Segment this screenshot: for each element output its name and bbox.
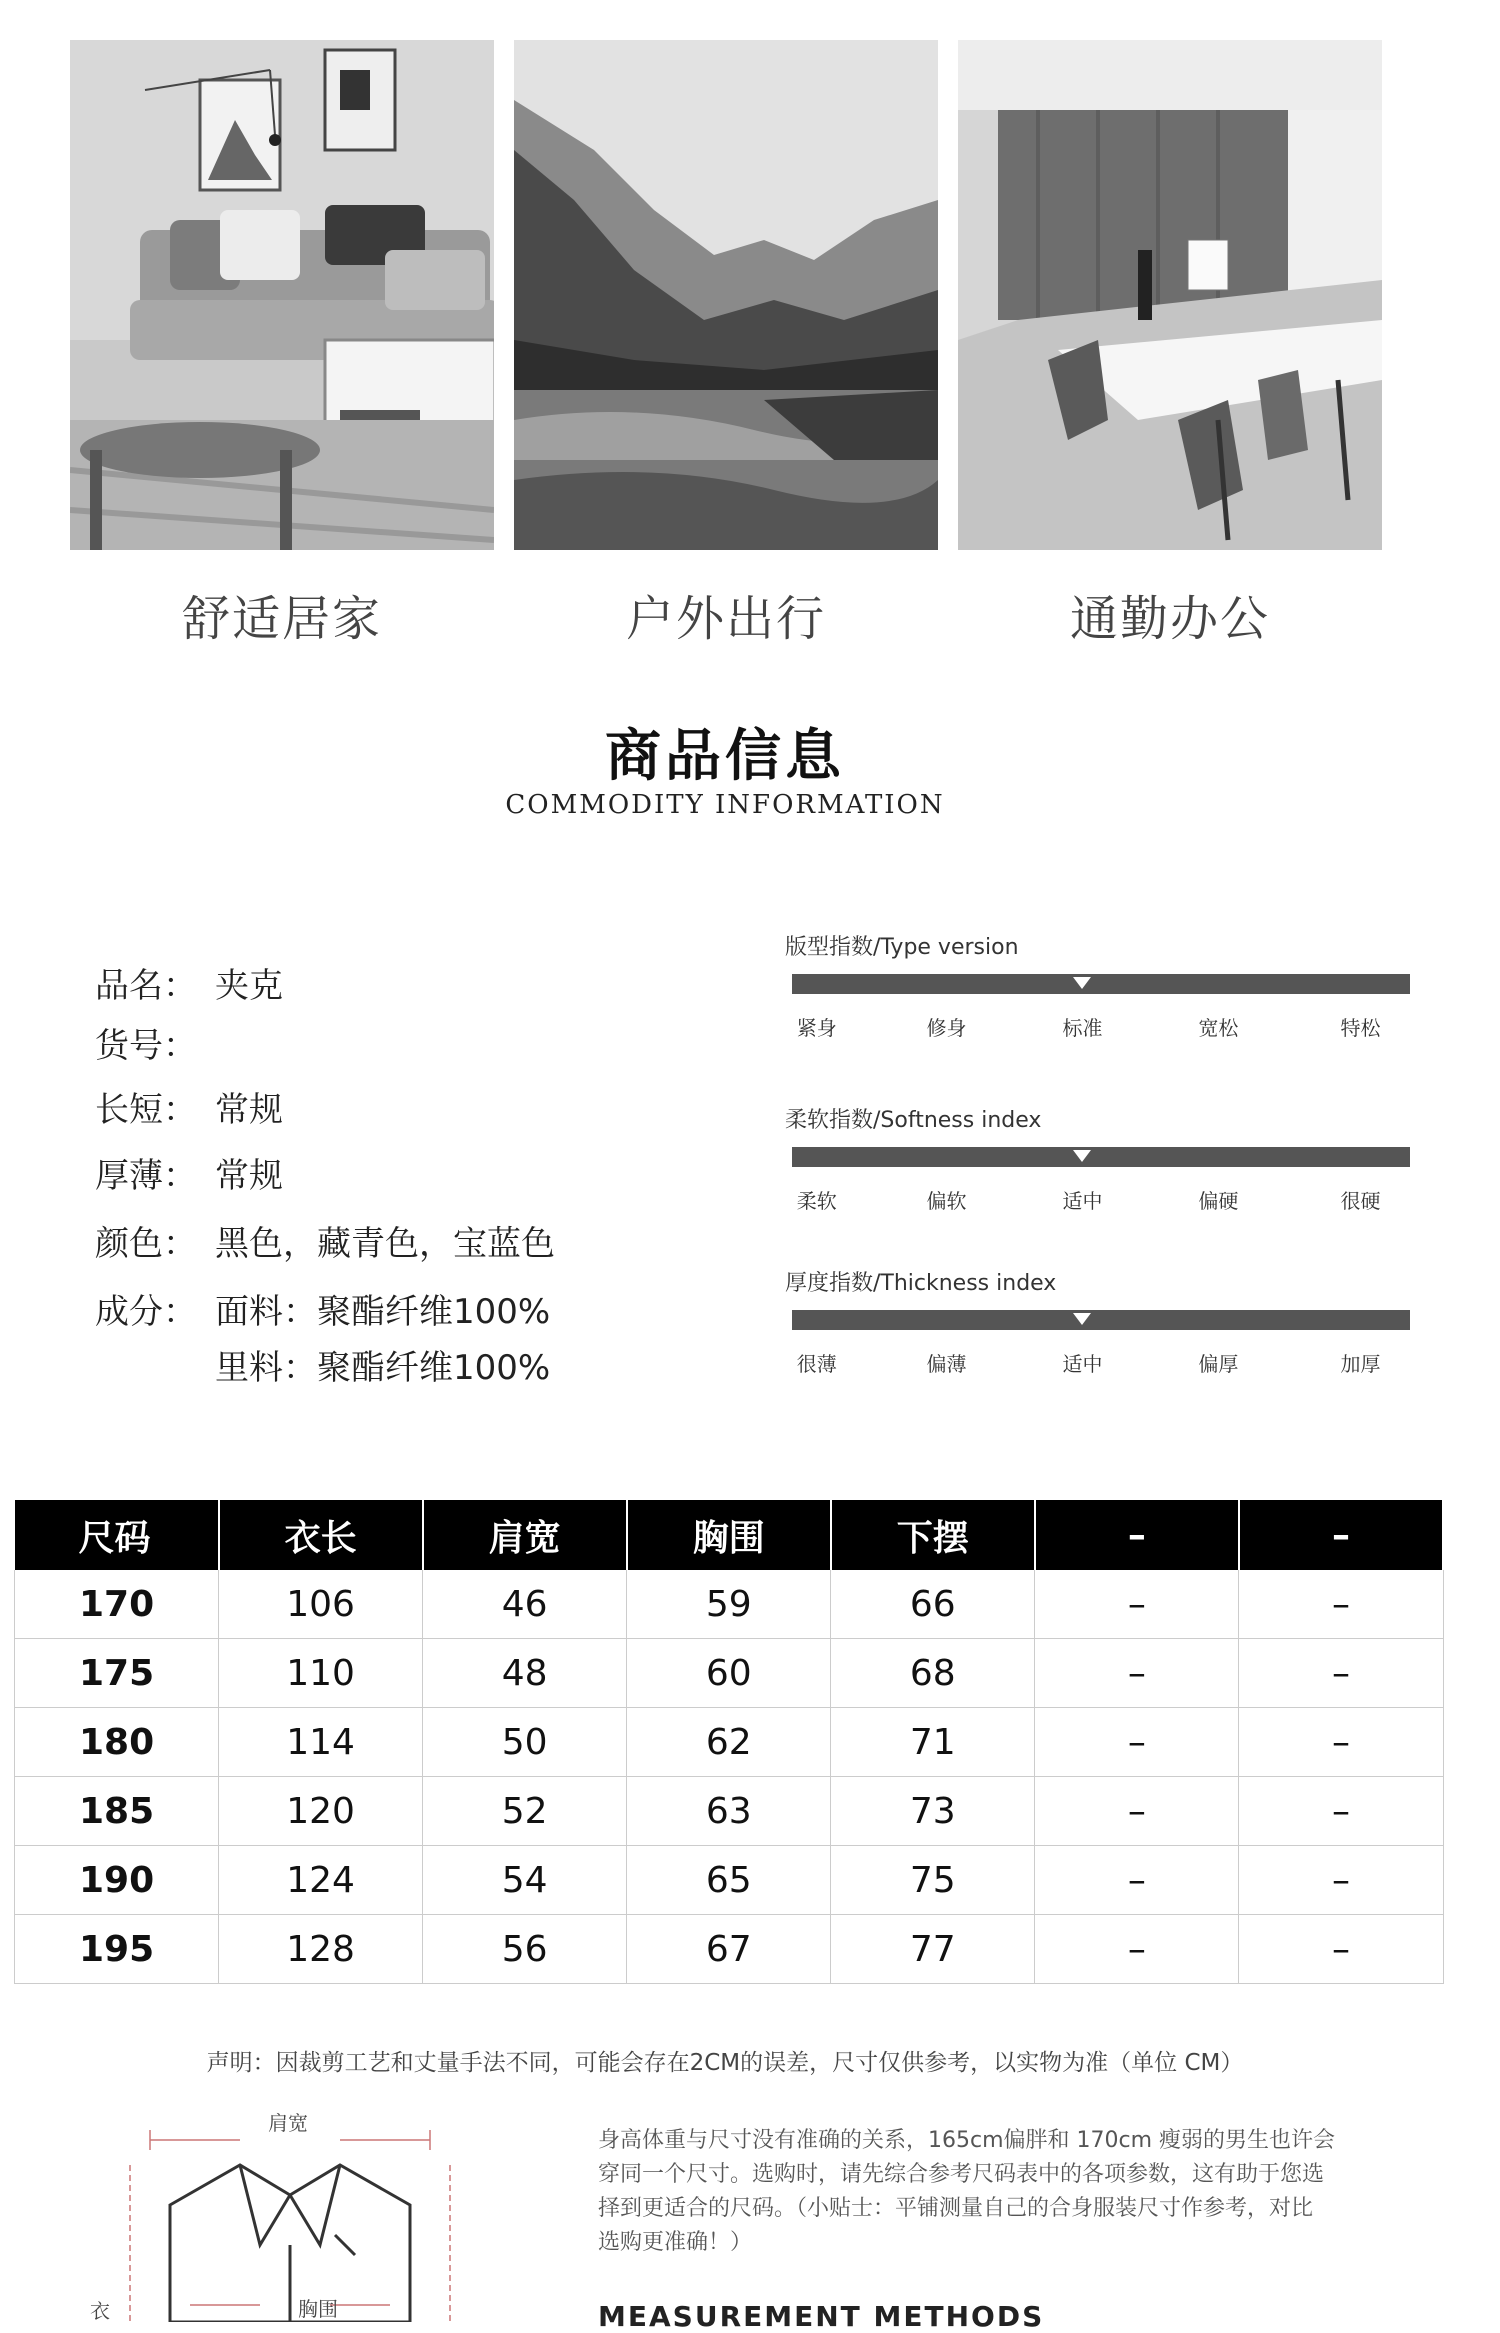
table-cell: – (1035, 1915, 1239, 1984)
table-row (15, 1777, 1444, 1846)
header-empty-1: – (1035, 1500, 1239, 1570)
table-cell: – (1239, 1846, 1443, 1915)
size-table (14, 1500, 1444, 1984)
table-cell: 60 (627, 1639, 831, 1708)
index-option: 标准 (1062, 1016, 1103, 1040)
table-cell: 170 (15, 1570, 219, 1639)
index-marker-icon (1073, 977, 1091, 989)
index-option: 偏薄 (926, 1352, 967, 1376)
product-name-value: 夹克 (215, 966, 283, 1006)
advice-line: 择到更适合的尺码。（小贴士：平铺测量自己的合身服装尺寸作参考，对比 (598, 2196, 1314, 2221)
table-cell: – (1035, 1639, 1239, 1708)
table-cell: 73 (831, 1777, 1035, 1846)
table-cell: 110 (219, 1639, 423, 1708)
measurement-heading: MEASUREMENT METHODS (598, 2300, 1045, 2333)
index-option: 偏软 (926, 1189, 967, 1213)
mountain-lake-photo (514, 40, 938, 550)
table-cell: 62 (627, 1708, 831, 1777)
table-cell: – (1239, 1915, 1443, 1984)
scene-label-office: 通勤办公 (1069, 591, 1270, 647)
table-cell: – (1239, 1570, 1443, 1639)
diagram-shoulder-label: 肩宽 (268, 2111, 308, 2135)
product-thickness-value: 常规 (215, 1156, 283, 1196)
table-cell: 56 (423, 1915, 627, 1984)
header-empty-2: – (1239, 1500, 1443, 1570)
index-option: 偏厚 (1198, 1352, 1239, 1376)
index-options (792, 1185, 1410, 1215)
table-cell: 120 (219, 1777, 423, 1846)
scene-gallery (70, 40, 1390, 560)
table-cell: – (1035, 1708, 1239, 1777)
section-title: 商品信息 (605, 724, 845, 789)
table-row (15, 1570, 1444, 1639)
table-cell: 75 (831, 1846, 1035, 1915)
size-advice (598, 2124, 1358, 2260)
table-cell: 54 (423, 1846, 627, 1915)
product-length-value: 常规 (215, 1090, 283, 1130)
index-option: 适中 (1062, 1189, 1103, 1213)
product-sku-label: 货号： (95, 1026, 197, 1066)
table-row (15, 1846, 1444, 1915)
product-color-label: 颜色： (95, 1224, 197, 1264)
table-cell: 185 (15, 1777, 219, 1846)
table-cell: – (1035, 1570, 1239, 1639)
table-cell: – (1239, 1708, 1443, 1777)
table-row (15, 1708, 1444, 1777)
header-chest: 胸围 (627, 1500, 831, 1570)
index-option: 偏硬 (1198, 1189, 1239, 1213)
index-options (792, 1348, 1410, 1378)
product-sku-row (95, 1018, 215, 1067)
scene-label-home: 舒适居家 (181, 591, 382, 647)
office-photo (958, 40, 1382, 550)
index-option: 特松 (1340, 1016, 1381, 1040)
table-cell: 180 (15, 1708, 219, 1777)
header-length: 衣长 (219, 1500, 423, 1570)
table-cell: 68 (831, 1639, 1035, 1708)
product-composition-label: 成分： (95, 1292, 197, 1332)
table-cell: 67 (627, 1915, 831, 1984)
index-marker-icon (1073, 1313, 1091, 1325)
table-cell: 50 (423, 1708, 627, 1777)
index-title: 版型指数/Type version (785, 935, 1019, 960)
table-row (15, 1915, 1444, 1984)
product-composition-row (95, 1284, 550, 1333)
header-hem: 下摆 (831, 1500, 1035, 1570)
table-cell: 71 (831, 1708, 1035, 1777)
product-name-row (95, 958, 283, 1007)
advice-line: 选购更准确！） (598, 2230, 753, 2255)
index-option: 很硬 (1340, 1189, 1381, 1213)
product-color-row (95, 1216, 555, 1265)
index-bar (792, 1310, 1410, 1330)
product-name-label: 品名： (95, 966, 197, 1006)
diagram-side-label: 衣 (90, 2299, 110, 2322)
living-room-photo (70, 40, 494, 550)
product-color-value: 黑色，藏青色，宝蓝色 (215, 1224, 555, 1264)
table-cell: – (1239, 1777, 1443, 1846)
table-cell: 52 (423, 1777, 627, 1846)
table-cell: 190 (15, 1846, 219, 1915)
table-cell: 175 (15, 1639, 219, 1708)
table-cell: 65 (627, 1846, 831, 1915)
index-options (792, 1012, 1410, 1042)
index-option: 柔软 (796, 1189, 837, 1213)
product-length-label: 长短： (95, 1090, 197, 1130)
index-option: 适中 (1062, 1352, 1103, 1376)
measurement-note: 声明：因裁剪工艺和丈量手法不同，可能会存在2CM的误差，尺寸仅供参考，以实物为准（单位 CM） (206, 2050, 1244, 2076)
index-bar (792, 974, 1410, 994)
product-lining-value: 里料：聚酯纤维100% (215, 1348, 551, 1388)
index-title: 柔软指数/Softness index (785, 1108, 1042, 1133)
index-option: 修身 (926, 1016, 967, 1040)
table-cell: 124 (219, 1846, 423, 1915)
header-shoulder: 肩宽 (423, 1500, 627, 1570)
section-subtitle: COMMODITY INFORMATION (505, 790, 945, 820)
size-table-header (15, 1500, 1444, 1570)
table-cell: – (1035, 1846, 1239, 1915)
index-title: 厚度指数/Thickness index (785, 1271, 1057, 1296)
index-option: 加厚 (1340, 1352, 1381, 1376)
index-bar (792, 1147, 1410, 1167)
jacket-diagram (90, 2095, 510, 2322)
header-size: 尺码 (15, 1500, 219, 1570)
table-cell: 114 (219, 1708, 423, 1777)
advice-line: 身高体重与尺寸没有准确的关系，165cm偏胖和 170cm 瘦弱的男生也许会 (598, 2128, 1336, 2153)
table-cell: 106 (219, 1570, 423, 1639)
scene-label-outdoor: 户外出行 (625, 591, 826, 647)
table-cell: 59 (627, 1570, 831, 1639)
product-fabric-value: 面料：聚酯纤维100% (215, 1292, 551, 1332)
index-option: 宽松 (1198, 1016, 1239, 1040)
table-cell: 128 (219, 1915, 423, 1984)
advice-line: 穿同一个尺寸。选购时，请先综合参考尺码表中的各项参数，这有助于您选 (598, 2162, 1325, 2187)
table-cell: 63 (627, 1777, 831, 1846)
product-length-row (95, 1082, 283, 1131)
product-thickness-row (95, 1148, 283, 1197)
index-option: 很薄 (796, 1352, 837, 1376)
index-option: 紧身 (796, 1016, 837, 1040)
product-thickness-label: 厚薄： (95, 1156, 197, 1196)
table-cell: 66 (831, 1570, 1035, 1639)
table-row (15, 1639, 1444, 1708)
table-cell: 195 (15, 1915, 219, 1984)
diagram-chest-label: 胸围 (298, 2297, 338, 2321)
table-cell: – (1035, 1777, 1239, 1846)
table-cell: 77 (831, 1915, 1035, 1984)
table-cell: – (1239, 1639, 1443, 1708)
index-marker-icon (1073, 1150, 1091, 1162)
table-cell: 46 (423, 1570, 627, 1639)
table-cell: 48 (423, 1639, 627, 1708)
